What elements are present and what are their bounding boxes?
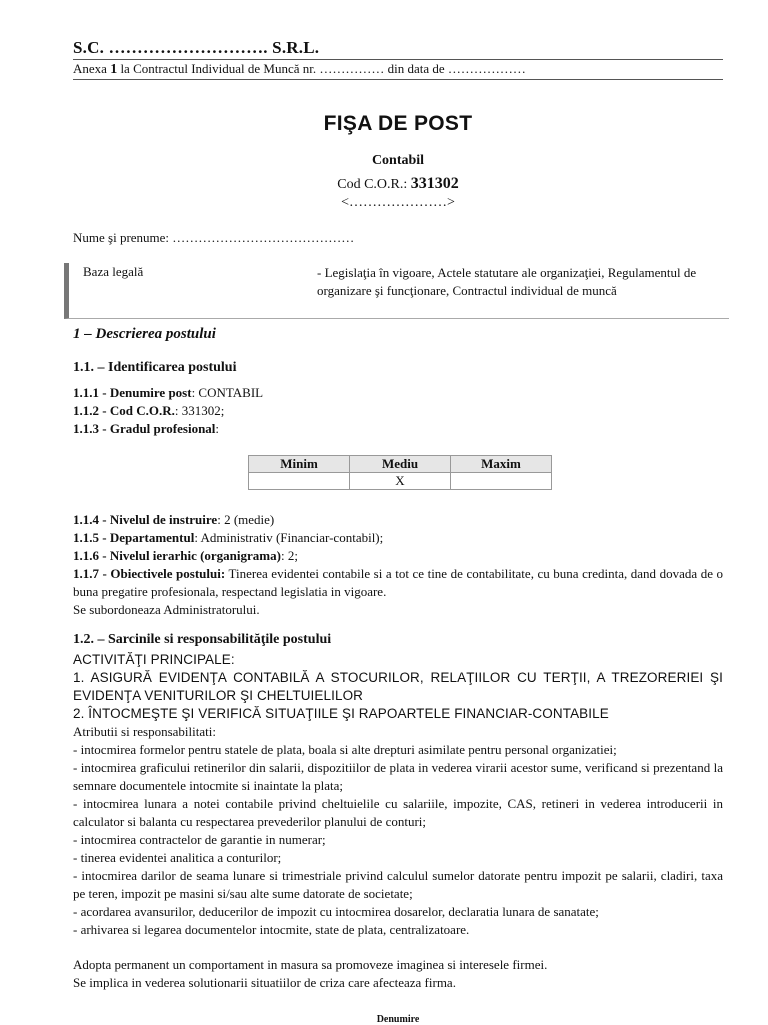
attribution-item: - intocmirea graficului retinerilor din salarii, dispozitiilor de plata in vederea virarii acestor sume, verificand si prezentand la semnare documentele intocmite si inaintate la plata; [73, 760, 723, 793]
attribution-item: - intocmirea contractelor de garantie in numerar; [73, 832, 326, 847]
attribution-item: - tinerea evidentei analitica a conturilor; [73, 850, 282, 865]
item-value: : 2 (medie) [217, 512, 275, 527]
anexa-number: 1 [110, 62, 118, 77]
attributions-heading: Atributii si responsabilitati: [73, 724, 216, 739]
grade-header-mid: Mediu [350, 456, 451, 473]
closing-paragraph-2: Se implica in vederea solutionarii situatiilor de criza care afecteaza firma. [73, 975, 456, 990]
item-value: : 331302; [174, 403, 225, 418]
grade-cell-min [249, 473, 350, 490]
job-title: Contabil [371, 153, 425, 168]
cor-code: 331302 [410, 175, 459, 192]
grade-table-header-row [249, 456, 552, 473]
item-value: : [215, 421, 220, 436]
document-title: FIŞA DE POST [323, 112, 473, 135]
section-1-2-heading: 1.2. – Sarcinile si responsabilităţile postului [73, 632, 332, 647]
item-label: 1.1.7 - Obiectivele postului: [73, 566, 226, 581]
item-label: 1.1.1 - Denumire post [73, 385, 192, 400]
item-label: 1.1.3 - Gradul profesional [73, 421, 216, 436]
item-label: 1.1.6 - Nivelul ierarhic (organigrama) [73, 548, 281, 563]
grade-table-row [249, 473, 552, 490]
cor-line [73, 175, 723, 193]
grade-header-max: Maxim [451, 456, 552, 473]
section-1-1-heading: 1.1. – Identificarea postului [73, 360, 237, 375]
item-label: 1.1.2 - Cod C.O.R. [73, 403, 175, 418]
item-label: 1.1.5 - Departamentul [73, 530, 195, 545]
item-value: Tinerea evidentei contabile si a tot ce tine de contabilitate, cu buna credinta, dand dovada de o buna pregatire profesionala, respectand legislatia in vigoare. [73, 566, 724, 599]
item-label: 1.1.4 - Nivelul de instruire [73, 512, 218, 527]
cor-label: Cod C.O.R.: [337, 177, 411, 192]
attribution-item: - intocmirea lunara a notei contabile privind cheltuielile cu salariile, impozite, CAS, retineri in vederea introducerii in calculator si balanta cu respectarea prevederilor planului de conturi; [73, 796, 723, 829]
anexa-line [73, 61, 723, 80]
company-header: S.C. ………………………. S.R.L. [73, 38, 723, 60]
legal-basis-label: Baza legală [83, 264, 144, 279]
anexa-rest: la Contractul Individual de Muncă nr. …………… din data de ……………… [117, 61, 526, 76]
grade-cell-max [451, 473, 552, 490]
grade-cell-mid: X [350, 473, 451, 490]
legal-basis-row [64, 263, 729, 319]
name-field: Nume şi prenume: …………………………………… [73, 230, 355, 245]
item-value: : Administrativ (Financiar-contabil); [194, 530, 384, 545]
item-1-1-7 [73, 565, 723, 601]
section-1-heading: 1 – Descrierea postului [73, 326, 216, 342]
item-value: : 2; [280, 548, 298, 563]
legal-basis-value: - Legislaţia în vigoare, Actele statutare ale organizaţiei, Regulamentul de organizare şi funcţionare, Contractul individual de muncă [317, 265, 697, 298]
grade-table [248, 455, 552, 490]
anexa-prefix: Anexa [73, 61, 111, 76]
attribution-item: - acordarea avansurilor, deducerilor de impozit cu intocmirea dosarelor, declaratia lunara de sanatate; [73, 904, 599, 919]
activities-heading: ACTIVITĂŢI PRINCIPALE: [73, 652, 235, 667]
attribution-item: - arhivarea si legarea documentelor intocmite, state de plata, centralizatoare. [73, 922, 470, 937]
item-1-1-4 [73, 511, 723, 529]
subordination-line: Se subordoneaza Administratorului. [73, 602, 260, 617]
item-1-1-3 [73, 420, 723, 438]
item-1-1-2 [73, 402, 723, 420]
item-1-1-1 [73, 384, 723, 402]
placeholder-line: <…………………> [341, 195, 455, 210]
grade-header-min: Minim [249, 456, 350, 473]
item-1-1-6 [73, 547, 723, 565]
footer-table-label: Denumire [376, 1014, 420, 1025]
activity-2: 2. ÎNTOCMEŞTE ŞI VERIFICĂ SITUAŢIILE ŞI RAPOARTELE FINANCIAR-CONTABILE [73, 706, 609, 721]
item-value: : CONTABIL [191, 385, 264, 400]
closing-paragraph-1: Adopta permanent un comportament in masura sa promoveze imaginea si interesele firmei. [73, 957, 548, 972]
attribution-item: - intocmirea darilor de seama lunare si trimestriale privind calculul sumelor datorate pentru impozit pe salarii, cladiri, taxa pe teren, impozit pe masini si/sau alte sume datorate de societate; [73, 868, 723, 901]
item-1-1-5 [73, 529, 723, 547]
attribution-item: - intocmirea formelor pentru statele de plata, boala si alte drepturi asimilate pentru personal organizatiei; [73, 742, 617, 757]
activity-1: 1. ASIGURĂ EVIDENŢA CONTABILĂ A STOCURILOR, RELAŢIILOR CU TERŢII, A TREZORERIEI ŞI EVIDENŢA VENITURILOR ŞI CHELTUIELILOR [73, 670, 723, 703]
